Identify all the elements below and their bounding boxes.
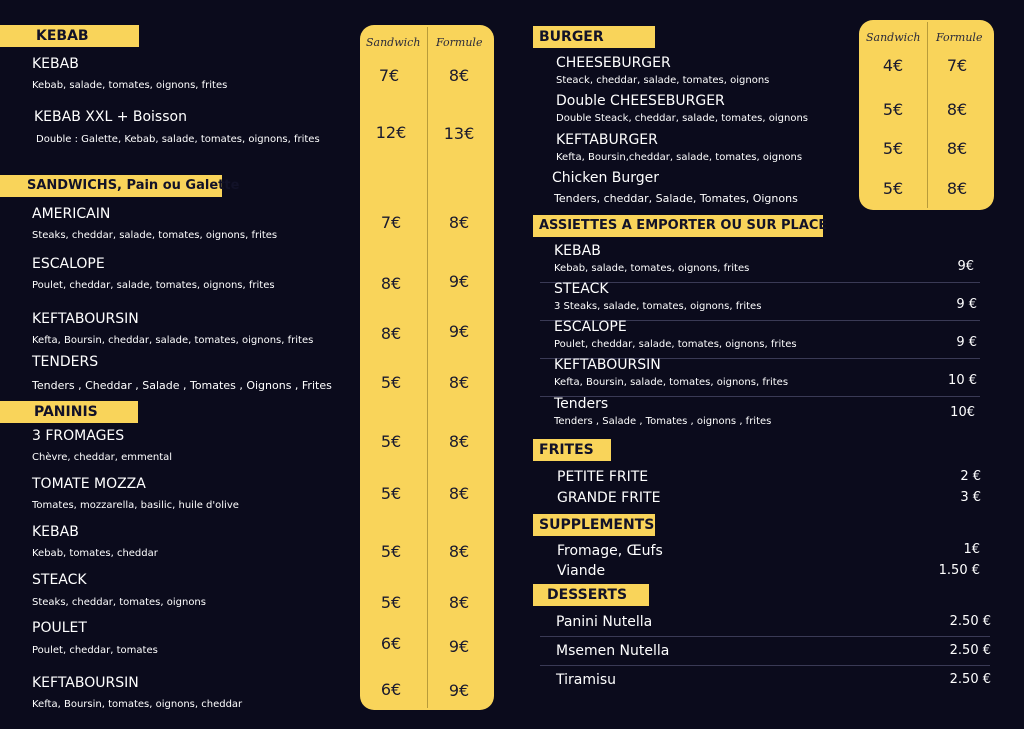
menu-item-title: Tiramisu [556,672,617,688]
price: 3 € [960,490,981,505]
price-formule: 7€ [946,56,968,75]
menu-item-desc: Kebab, salade, tomates, oignons, frites [32,80,228,91]
menu-item-title: ESCALOPE [32,256,105,272]
price-formule: 8€ [448,373,470,392]
price-formule: 8€ [946,179,968,198]
price-sandwich: 6€ [380,680,402,699]
menu-item-title: Double CHEESEBURGER [556,93,725,109]
menu-item-desc: Steack, cheddar, salade, tomates, oignons [556,75,770,86]
menu-item-title: KEFTABOURSIN [32,675,139,691]
price: 10 € [948,373,977,388]
menu-item-title: KEBAB [32,524,79,540]
menu-item-title: 3 FROMAGES [32,428,125,444]
price-formule: 8€ [946,139,968,158]
price: 1€ [963,542,980,557]
price-box-burger-divider [927,22,928,208]
price-sandwich: 4€ [882,56,904,75]
section-sandwichs-header: SANDWICHS, Pain ou Galette [0,175,222,197]
menu-item-title: TOMATE MOZZA [32,476,146,492]
menu-item-desc: Kebab, salade, tomates, oignons, frites [554,263,750,274]
price: 9 € [956,335,977,350]
section-burger-header: BURGER [533,26,655,48]
menu-item-title: KEBAB [32,56,79,72]
price-sandwich: 5€ [380,432,402,451]
price-formule: 9€ [448,681,470,700]
menu-item-title: Chicken Burger [552,170,660,186]
menu-item-title: TENDERS [32,354,99,370]
menu-item-title: CHEESEBURGER [556,55,671,71]
price-formule: 8€ [448,66,470,85]
price-formule: 8€ [448,213,470,232]
menu-item-title: Fromage, Œufs [557,543,663,559]
menu-item-desc: Tenders , Cheddar , Salade , Tomates , Oignons , Frites [32,379,332,392]
price-sandwich: 5€ [380,484,402,503]
col-head-sandwich-right: Sandwich [866,31,921,44]
menu-item-title: AMERICAIN [32,206,111,222]
price: 2.50 € [949,672,991,687]
price-sandwich: 5€ [882,100,904,119]
price: 2.50 € [949,614,991,629]
price-sandwich: 12€ [375,123,407,142]
price-formule: 8€ [946,100,968,119]
menu-item-title: PETITE FRITE [557,469,649,485]
menu-item-desc: Poulet, cheddar, salade, tomates, oignons, frites [554,339,797,350]
price-sandwich: 5€ [882,179,904,198]
menu-item-title: Panini Nutella [556,614,653,630]
price: 2 € [960,469,981,484]
price-formule: 8€ [448,542,470,561]
price: 9 € [956,297,977,312]
price-formule: 8€ [448,593,470,612]
menu-item-desc: Poulet, cheddar, tomates [32,645,158,656]
menu-item-title: STEACK [32,572,87,588]
menu-item-desc: Kefta, Boursin,cheddar, salade, tomates, oignons [556,152,803,163]
menu-item-desc: Kebab, tomates, cheddar [32,548,158,559]
price-formule: 13€ [443,124,475,143]
menu-item-desc: Kefta, Boursin, tomates, oignons, cheddar [32,699,243,710]
section-frites-header: FRITES [533,439,611,461]
price-sandwich: 6€ [380,634,402,653]
price-formule: 9€ [448,637,470,656]
row-divider [540,665,990,666]
menu-item-desc: Steaks, cheddar, salade, tomates, oignons, frites [32,230,278,241]
price-sandwich: 5€ [380,542,402,561]
menu-item-title: KEFTABOURSIN [32,311,139,327]
menu-item-desc: Chèvre, cheddar, emmental [32,452,173,463]
section-paninis-header: PANINIS [0,401,138,423]
menu-item-title: Tenders [554,396,609,412]
col-head-sandwich-left: Sandwich [366,36,421,49]
menu-item-title: Viande [557,563,606,579]
section-assiettes-header: ASSIETTES A EMPORTER OU SUR PLACE [533,215,823,237]
menu-item-desc: Tenders, cheddar, Salade, Tomates, Oignons [554,192,798,205]
price-sandwich: 7€ [380,213,402,232]
price-sandwich: 8€ [380,274,402,293]
col-head-formule-right: Formule [936,31,983,44]
price: 1.50 € [938,563,980,578]
menu-item-title: ESCALOPE [554,319,627,335]
menu-item-desc: Double Steack, cheddar, salade, tomates, oignons [556,113,808,124]
col-head-formule-left: Formule [436,36,483,49]
section-desserts-header: DESSERTS [533,584,649,606]
price-formule: 9€ [448,272,470,291]
price-formule: 9€ [448,322,470,341]
menu-item-desc: Kefta, Boursin, salade, tomates, oignons, frites [554,377,789,388]
menu-item-desc: Steaks, cheddar, tomates, oignons [32,597,206,608]
price-sandwich: 5€ [882,139,904,158]
menu-item-title: KEBAB [554,243,601,259]
price: 2.50 € [949,643,991,658]
price-sandwich: 8€ [380,324,402,343]
menu-item-title: KEBAB XXL + Boisson [34,109,187,125]
menu-item-title: STEACK [554,281,609,297]
section-supplements-header: SUPPLEMENTS [533,514,655,536]
menu-item-desc: Kefta, Boursin, cheddar, salade, tomates, oignons, frites [32,335,314,346]
menu-item-title: Msemen Nutella [556,643,670,659]
menu-item-title: KEFTABURGER [556,132,658,148]
menu-item-desc: Poulet, cheddar, salade, tomates, oignons, frites [32,280,275,291]
price-formule: 8€ [448,484,470,503]
menu-item-title: GRANDE FRITE [557,490,661,506]
row-divider [540,636,990,637]
menu-item-desc: Tenders , Salade , Tomates , oignons , frites [554,416,772,427]
menu-item-desc: Double : Galette, Kebab, salade, tomates, oignons, frites [36,134,320,145]
price: 10€ [950,405,975,420]
price-formule: 8€ [448,432,470,451]
price-box-left-divider [427,27,428,708]
menu-item-desc: 3 Steaks, salade, tomates, oignons, frites [554,301,762,312]
price: 9€ [957,259,974,274]
menu-item-desc: Tomates, mozzarella, basilic, huile d'olive [32,500,239,511]
price-sandwich: 5€ [380,593,402,612]
price-sandwich: 5€ [380,373,402,392]
menu-item-title: POULET [32,620,87,636]
price-sandwich: 7€ [378,66,400,85]
section-kebab-header: KEBAB [0,25,139,47]
menu-item-title: KEFTABOURSIN [554,357,661,373]
